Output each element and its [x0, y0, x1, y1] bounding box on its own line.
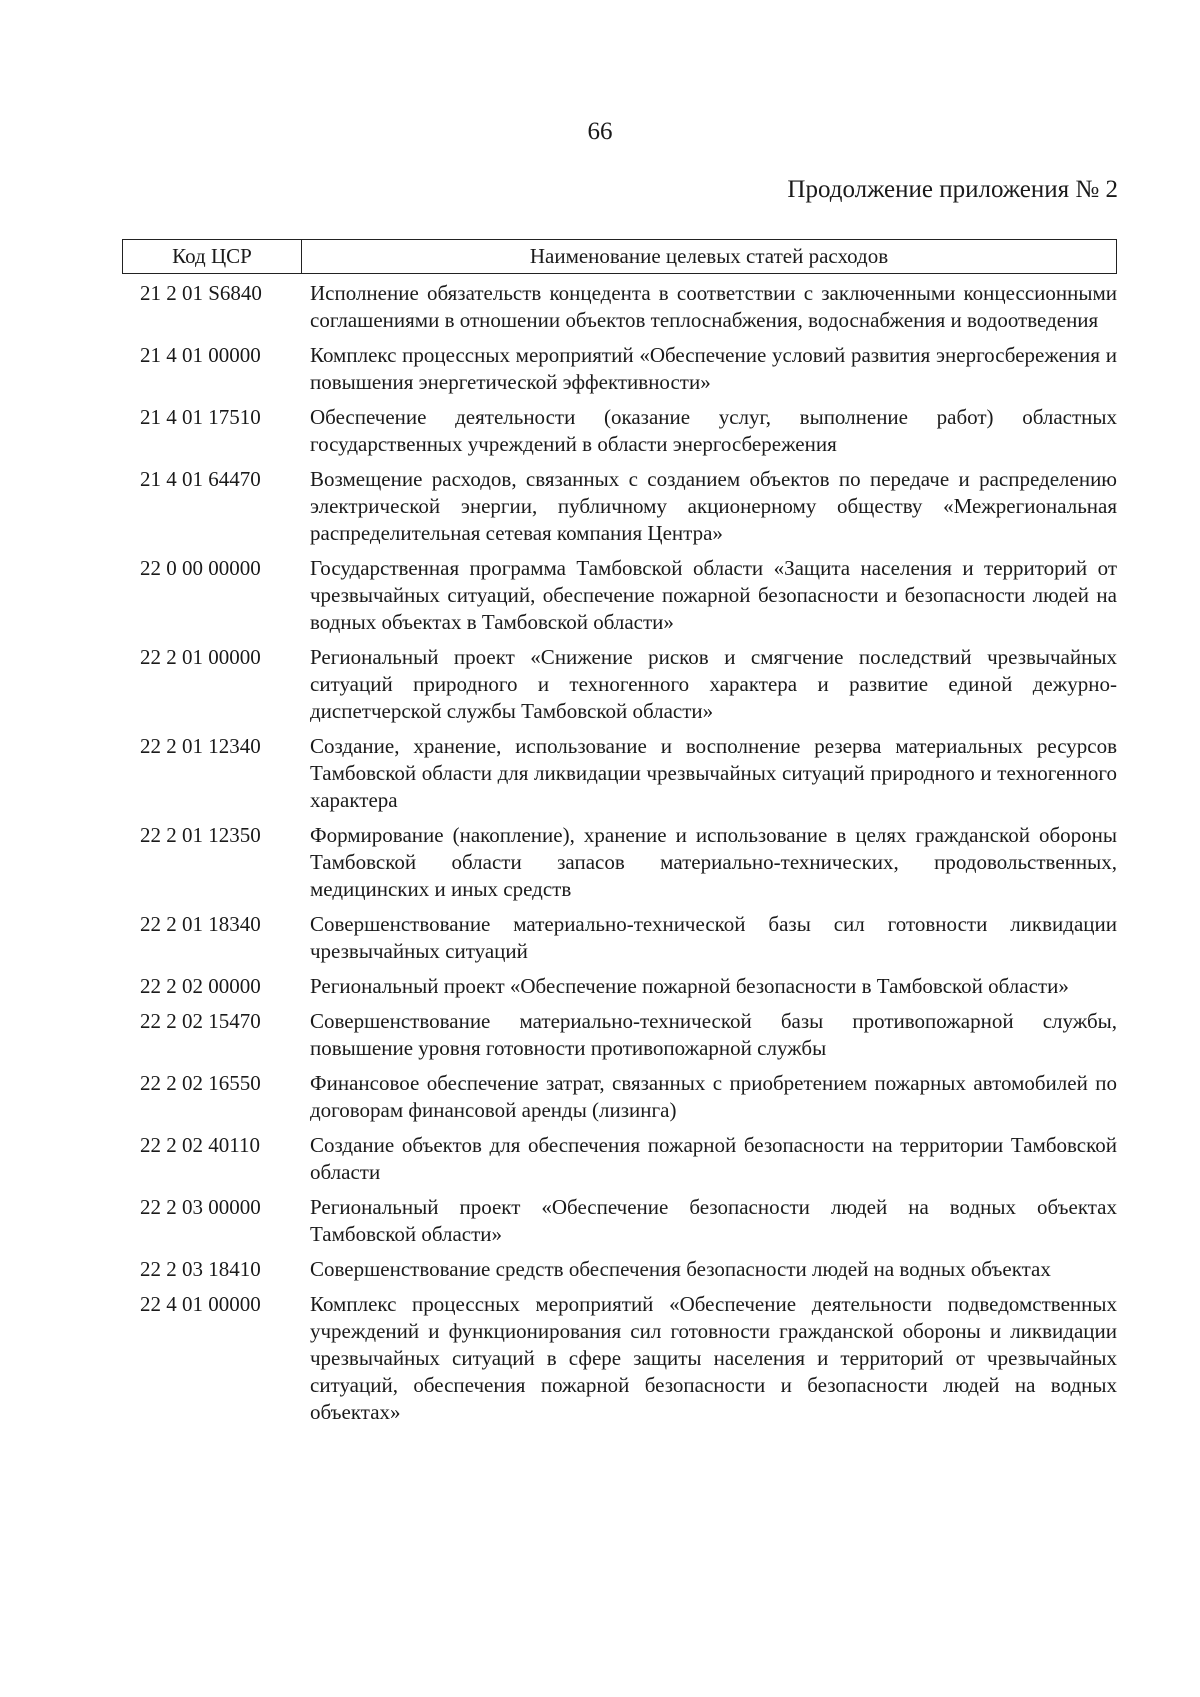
row-code: 21 2 01 S6840 [140, 281, 262, 305]
row-code: 22 2 03 00000 [140, 1195, 261, 1219]
table-row [122, 336, 1117, 398]
row-name: Региональный проект «Обеспечение пожарной безопасности в Тамбовской области» [310, 974, 1069, 998]
table-row [122, 274, 1117, 336]
table-row [122, 1250, 1117, 1285]
row-code: 21 4 01 17510 [140, 405, 261, 429]
header-code: Код ЦСР [123, 240, 302, 273]
row-name: Исполнение обязательств концедента в соответствии с заключенными концессионными соглашениями в отношении объектов теплоснабжения, водоснабжения и водоотведения [310, 281, 1117, 332]
row-name: Формирование (накопление), хранение и использование в целях гражданской обороны Тамбовской области запасов материально-технических, продовольственных, медицинских и иных средств [310, 823, 1117, 901]
row-code: 22 0 00 00000 [140, 556, 261, 580]
header-name: Наименование целевых статей расходов [529, 244, 889, 268]
row-name: Региональный проект «Снижение рисков и смягчение последствий чрезвычайных ситуаций природного и техногенного характера и развитие единой дежурно-диспетчерской службы Тамбовской области» [310, 645, 1117, 723]
table-row [122, 1188, 1117, 1250]
row-name: Финансовое обеспечение затрат, связанных с приобретением пожарных автомобилей по договорам финансовой аренды (лизинга) [310, 1071, 1117, 1122]
table-row [122, 967, 1117, 1002]
table-row [122, 1126, 1117, 1188]
row-code: 21 4 01 64470 [140, 467, 261, 491]
table-row [122, 1002, 1117, 1064]
row-code: 22 2 01 12350 [140, 823, 261, 847]
row-name: Возмещение расходов, связанных с созданием объектов по передаче и распределению электрической энергии, публичному акционерному обществу «Межрегиональная распределительная сетевая компания Центра» [310, 467, 1117, 545]
row-code: 22 2 02 00000 [140, 974, 261, 998]
row-name: Государственная программа Тамбовской области «Защита населения и территорий от чрезвычайных ситуаций, обеспечение пожарной безопасности и безопасности людей на водных объектах в Тамбовской области» [310, 556, 1117, 634]
table-row [122, 638, 1117, 727]
row-code: 21 4 01 00000 [140, 343, 261, 367]
row-code: 22 2 01 18340 [140, 912, 261, 936]
row-code: 22 2 01 12340 [140, 734, 261, 758]
row-name: Региональный проект «Обеспечение безопасности людей на водных объектах Тамбовской области» [310, 1195, 1117, 1246]
row-code: 22 2 01 00000 [140, 645, 261, 669]
row-code: 22 2 02 16550 [140, 1071, 261, 1095]
row-code: 22 2 02 40110 [140, 1133, 260, 1157]
table-row [122, 398, 1117, 460]
table-header-row [122, 239, 1117, 274]
row-name: Комплекс процессных мероприятий «Обеспечение деятельности подведомственных учреждений и функционирования сил готовности гражданской обороны и ликвидации чрезвычайных ситуаций в сфере защиты населения и территорий от чрезвычайных ситуаций, обеспечения пожарной безопасности и безопасности людей на водных объектах» [310, 1292, 1117, 1424]
row-name: Совершенствование средств обеспечения безопасности людей на водных объектах [310, 1257, 1051, 1281]
budget-table [122, 239, 1117, 1428]
row-code: 22 4 01 00000 [140, 1292, 261, 1316]
row-name: Обеспечение деятельности (оказание услуг, выполнение работ) областных государственных учреждений в области энергосбережения [310, 405, 1117, 456]
row-name: Комплекс процессных мероприятий «Обеспечение условий развития энергосбережения и повышения энергетической эффективности» [310, 343, 1117, 394]
page-number: 66 [587, 118, 613, 145]
row-code: 22 2 03 18410 [140, 1257, 261, 1281]
table-row [122, 460, 1117, 549]
table-row [122, 1285, 1117, 1428]
row-code: 22 2 02 15470 [140, 1009, 261, 1033]
row-name: Совершенствование материально-технической базы противопожарной службы, повышение уровня готовности противопожарной службы [310, 1009, 1117, 1060]
table-row [122, 1064, 1117, 1126]
table-row [122, 549, 1117, 638]
appendix-caption: Продолжение приложения № 2 [787, 176, 1118, 203]
row-name: Создание, хранение, использование и восполнение резерва материальных ресурсов Тамбовской области для ликвидации чрезвычайных ситуаций природного и техногенного характера [310, 734, 1117, 812]
table-row [122, 905, 1117, 967]
table-row [122, 816, 1117, 905]
row-name: Совершенствование материально-технической базы сил готовности ликвидации чрезвычайных ситуаций [310, 912, 1117, 963]
table-row [122, 727, 1117, 816]
row-name: Создание объектов для обеспечения пожарной безопасности на территории Тамбовской области [310, 1133, 1117, 1184]
